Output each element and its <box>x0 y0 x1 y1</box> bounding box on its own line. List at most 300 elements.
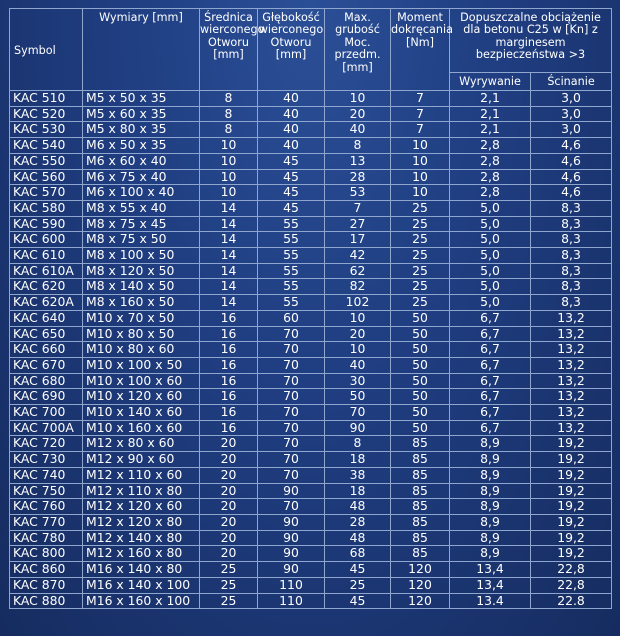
cell-symbol: KAC 780 <box>10 530 83 546</box>
cell-shear: 13,2 <box>531 357 612 373</box>
cell-drill-diameter: 16 <box>200 342 258 358</box>
table-row <box>10 436 612 452</box>
cell-pullout: 2,1 <box>450 106 531 122</box>
cell-hole-depth: 70 <box>258 499 325 515</box>
cell-drill-diameter: 8 <box>200 106 258 122</box>
cell-drill-diameter: 20 <box>200 546 258 562</box>
cell-pullout: 8,9 <box>450 467 531 483</box>
cell-pullout: 5,0 <box>450 232 531 248</box>
cell-shear: 13,2 <box>531 389 612 405</box>
table-row <box>10 106 612 122</box>
cell-symbol: KAC 730 <box>10 452 83 468</box>
cell-pullout: 8,9 <box>450 483 531 499</box>
cell-symbol: KAC 700A <box>10 420 83 436</box>
table-row <box>10 405 612 421</box>
cell-torque: 25 <box>391 248 450 264</box>
cell-pullout: 2,8 <box>450 153 531 169</box>
cell-max-thickness: 50 <box>325 389 391 405</box>
cell-shear: 13,2 <box>531 373 612 389</box>
cell-shear: 3,0 <box>531 91 612 107</box>
cell-max-thickness: 62 <box>325 263 391 279</box>
cell-max-thickness: 28 <box>325 169 391 185</box>
cell-pullout: 5,0 <box>450 248 531 264</box>
table-row <box>10 326 612 342</box>
cell-shear: 8,3 <box>531 248 612 264</box>
cell-symbol: KAC 670 <box>10 357 83 373</box>
cell-torque: 120 <box>391 562 450 578</box>
cell-symbol: KAC 510 <box>10 91 83 107</box>
cell-max-thickness: 40 <box>325 357 391 373</box>
cell-max-thickness: 7 <box>325 200 391 216</box>
cell-max-thickness: 20 <box>325 106 391 122</box>
cell-dimensions: M8 x 120 x 50 <box>83 263 200 279</box>
cell-drill-diameter: 20 <box>200 467 258 483</box>
table-row <box>10 452 612 468</box>
table-row <box>10 342 612 358</box>
cell-symbol: KAC 540 <box>10 138 83 154</box>
cell-shear: 13,2 <box>531 405 612 421</box>
cell-pullout: 6,7 <box>450 405 531 421</box>
cell-dimensions: M5 x 50 x 35 <box>83 91 200 107</box>
cell-torque: 25 <box>391 279 450 295</box>
cell-max-thickness: 28 <box>325 514 391 530</box>
cell-symbol: KAC 870 <box>10 577 83 593</box>
cell-pullout: 5,0 <box>450 263 531 279</box>
table-row <box>10 122 612 138</box>
cell-symbol: KAC 760 <box>10 499 83 515</box>
cell-drill-diameter: 20 <box>200 452 258 468</box>
cell-pullout: 6,7 <box>450 342 531 358</box>
cell-drill-diameter: 10 <box>200 185 258 201</box>
cell-dimensions: M8 x 55 x 40 <box>83 200 200 216</box>
cell-torque: 85 <box>391 483 450 499</box>
cell-torque: 50 <box>391 310 450 326</box>
cell-shear: 13,2 <box>531 326 612 342</box>
cell-hole-depth: 70 <box>258 389 325 405</box>
cell-shear: 22.8 <box>531 593 612 609</box>
table-row <box>10 91 612 107</box>
cell-max-thickness: 53 <box>325 185 391 201</box>
cell-dimensions: M10 x 100 x 60 <box>83 373 200 389</box>
cell-max-thickness: 25 <box>325 577 391 593</box>
cell-shear: 19,2 <box>531 514 612 530</box>
cell-pullout: 8,9 <box>450 530 531 546</box>
cell-torque: 10 <box>391 153 450 169</box>
cell-torque: 85 <box>391 436 450 452</box>
cell-dimensions: M8 x 140 x 50 <box>83 279 200 295</box>
cell-hole-depth: 70 <box>258 467 325 483</box>
cell-symbol: KAC 530 <box>10 122 83 138</box>
table-header <box>10 9 612 91</box>
cell-drill-diameter: 16 <box>200 310 258 326</box>
cell-dimensions: M10 x 80 x 50 <box>83 326 200 342</box>
cell-dimensions: M5 x 60 x 35 <box>83 106 200 122</box>
cell-torque: 10 <box>391 185 450 201</box>
cell-pullout: 13,4 <box>450 562 531 578</box>
cell-drill-diameter: 16 <box>200 420 258 436</box>
cell-shear: 8,3 <box>531 263 612 279</box>
table-row <box>10 200 612 216</box>
cell-torque: 85 <box>391 499 450 515</box>
cell-symbol: KAC 740 <box>10 467 83 483</box>
cell-max-thickness: 17 <box>325 232 391 248</box>
cell-symbol: KAC 600 <box>10 232 83 248</box>
cell-symbol: KAC 700 <box>10 405 83 421</box>
cell-max-thickness: 90 <box>325 420 391 436</box>
table-body <box>10 91 612 609</box>
cell-hole-depth: 55 <box>258 295 325 311</box>
header-symbol: Symbol <box>10 9 83 91</box>
cell-hole-depth: 55 <box>258 263 325 279</box>
table-row <box>10 577 612 593</box>
cell-hole-depth: 60 <box>258 310 325 326</box>
cell-dimensions: M6 x 75 x 40 <box>83 169 200 185</box>
anchor-spec-table <box>9 8 612 609</box>
cell-shear: 8,3 <box>531 295 612 311</box>
cell-hole-depth: 90 <box>258 546 325 562</box>
cell-hole-depth: 90 <box>258 514 325 530</box>
cell-shear: 19,2 <box>531 483 612 499</box>
cell-pullout: 2,1 <box>450 91 531 107</box>
table-row <box>10 389 612 405</box>
cell-hole-depth: 90 <box>258 483 325 499</box>
cell-torque: 85 <box>391 452 450 468</box>
table-row <box>10 373 612 389</box>
cell-torque: 10 <box>391 138 450 154</box>
cell-symbol: KAC 720 <box>10 436 83 452</box>
cell-pullout: 6,7 <box>450 326 531 342</box>
cell-hole-depth: 70 <box>258 420 325 436</box>
cell-drill-diameter: 8 <box>200 91 258 107</box>
cell-symbol: KAC 620A <box>10 295 83 311</box>
cell-torque: 25 <box>391 200 450 216</box>
cell-drill-diameter: 20 <box>200 499 258 515</box>
cell-pullout: 5,0 <box>450 216 531 232</box>
cell-torque: 25 <box>391 295 450 311</box>
cell-pullout: 2,8 <box>450 169 531 185</box>
cell-max-thickness: 13 <box>325 153 391 169</box>
cell-drill-diameter: 20 <box>200 514 258 530</box>
table-row <box>10 153 612 169</box>
cell-dimensions: M12 x 160 x 80 <box>83 546 200 562</box>
header-hole-depth: Głębokość wierconego Otworu [mm] <box>258 9 325 91</box>
cell-torque: 7 <box>391 91 450 107</box>
cell-hole-depth: 110 <box>258 577 325 593</box>
cell-max-thickness: 102 <box>325 295 391 311</box>
table-row <box>10 185 612 201</box>
cell-shear: 19,2 <box>531 467 612 483</box>
table-row <box>10 483 612 499</box>
cell-drill-diameter: 14 <box>200 232 258 248</box>
cell-dimensions: M10 x 70 x 50 <box>83 310 200 326</box>
cell-hole-depth: 70 <box>258 342 325 358</box>
header-torque: Moment dokręcania [Nm] <box>391 9 450 91</box>
table-row <box>10 248 612 264</box>
cell-hole-depth: 70 <box>258 326 325 342</box>
cell-dimensions: M6 x 100 x 40 <box>83 185 200 201</box>
cell-max-thickness: 48 <box>325 499 391 515</box>
cell-dimensions: M12 x 80 x 60 <box>83 436 200 452</box>
cell-shear: 4,6 <box>531 185 612 201</box>
cell-max-thickness: 18 <box>325 483 391 499</box>
cell-drill-diameter: 16 <box>200 405 258 421</box>
cell-shear: 19,2 <box>531 499 612 515</box>
cell-pullout: 6,7 <box>450 389 531 405</box>
cell-hole-depth: 55 <box>258 248 325 264</box>
table-row <box>10 232 612 248</box>
cell-dimensions: M8 x 100 x 50 <box>83 248 200 264</box>
cell-max-thickness: 40 <box>325 122 391 138</box>
table-row <box>10 514 612 530</box>
cell-dimensions: M12 x 90 x 60 <box>83 452 200 468</box>
header-dimensions: Wymiary [mm] <box>83 9 200 91</box>
cell-shear: 19,2 <box>531 546 612 562</box>
cell-torque: 25 <box>391 232 450 248</box>
cell-hole-depth: 55 <box>258 279 325 295</box>
cell-pullout: 5,0 <box>450 295 531 311</box>
cell-shear: 8,3 <box>531 279 612 295</box>
cell-pullout: 6,7 <box>450 357 531 373</box>
cell-hole-depth: 70 <box>258 373 325 389</box>
table-row <box>10 420 612 436</box>
cell-max-thickness: 27 <box>325 216 391 232</box>
header-pullout: Wyrywanie <box>450 73 531 91</box>
cell-max-thickness: 48 <box>325 530 391 546</box>
header-allowed-load: Dopuszczalne obciążenie dla betonu C25 w [Kn] z marginesem bezpieczeństwa >3 <box>450 9 612 73</box>
cell-pullout: 2,1 <box>450 122 531 138</box>
cell-torque: 50 <box>391 405 450 421</box>
table-row <box>10 216 612 232</box>
cell-torque: 7 <box>391 122 450 138</box>
cell-shear: 4,6 <box>531 138 612 154</box>
cell-max-thickness: 82 <box>325 279 391 295</box>
cell-shear: 3,0 <box>531 106 612 122</box>
cell-torque: 85 <box>391 546 450 562</box>
cell-max-thickness: 68 <box>325 546 391 562</box>
cell-pullout: 5,0 <box>450 279 531 295</box>
cell-symbol: KAC 610 <box>10 248 83 264</box>
cell-shear: 19,2 <box>531 436 612 452</box>
cell-dimensions: M10 x 80 x 60 <box>83 342 200 358</box>
cell-max-thickness: 10 <box>325 91 391 107</box>
cell-hole-depth: 70 <box>258 452 325 468</box>
cell-symbol: KAC 570 <box>10 185 83 201</box>
cell-max-thickness: 8 <box>325 138 391 154</box>
cell-pullout: 2,8 <box>450 138 531 154</box>
cell-drill-diameter: 10 <box>200 169 258 185</box>
cell-symbol: KAC 640 <box>10 310 83 326</box>
cell-drill-diameter: 25 <box>200 593 258 609</box>
cell-pullout: 5,0 <box>450 200 531 216</box>
cell-dimensions: M5 x 80 x 35 <box>83 122 200 138</box>
cell-torque: 50 <box>391 389 450 405</box>
cell-shear: 13,2 <box>531 310 612 326</box>
cell-drill-diameter: 14 <box>200 263 258 279</box>
cell-hole-depth: 55 <box>258 232 325 248</box>
cell-dimensions: M12 x 140 x 80 <box>83 530 200 546</box>
cell-dimensions: M16 x 140 x 100 <box>83 577 200 593</box>
cell-symbol: KAC 860 <box>10 562 83 578</box>
cell-shear: 22,8 <box>531 562 612 578</box>
cell-hole-depth: 45 <box>258 153 325 169</box>
cell-dimensions: M12 x 110 x 60 <box>83 467 200 483</box>
cell-symbol: KAC 550 <box>10 153 83 169</box>
cell-symbol: KAC 590 <box>10 216 83 232</box>
cell-max-thickness: 38 <box>325 467 391 483</box>
cell-pullout: 6,7 <box>450 420 531 436</box>
cell-torque: 25 <box>391 263 450 279</box>
cell-hole-depth: 40 <box>258 138 325 154</box>
cell-pullout: 6,7 <box>450 373 531 389</box>
cell-pullout: 13,4 <box>450 577 531 593</box>
cell-symbol: KAC 680 <box>10 373 83 389</box>
cell-drill-diameter: 8 <box>200 122 258 138</box>
cell-symbol: KAC 750 <box>10 483 83 499</box>
cell-dimensions: M6 x 50 x 35 <box>83 138 200 154</box>
cell-hole-depth: 90 <box>258 562 325 578</box>
cell-drill-diameter: 14 <box>200 200 258 216</box>
cell-torque: 50 <box>391 373 450 389</box>
cell-torque: 25 <box>391 216 450 232</box>
table-row <box>10 138 612 154</box>
cell-drill-diameter: 25 <box>200 562 258 578</box>
cell-dimensions: M16 x 140 x 80 <box>83 562 200 578</box>
table-row <box>10 295 612 311</box>
cell-max-thickness: 8 <box>325 436 391 452</box>
cell-pullout: 13.4 <box>450 593 531 609</box>
cell-max-thickness: 20 <box>325 326 391 342</box>
cell-max-thickness: 18 <box>325 452 391 468</box>
cell-dimensions: M8 x 75 x 45 <box>83 216 200 232</box>
cell-hole-depth: 110 <box>258 593 325 609</box>
table-row <box>10 357 612 373</box>
cell-pullout: 6,7 <box>450 310 531 326</box>
cell-symbol: KAC 580 <box>10 200 83 216</box>
cell-pullout: 8,9 <box>450 499 531 515</box>
cell-pullout: 8,9 <box>450 436 531 452</box>
cell-drill-diameter: 20 <box>200 436 258 452</box>
cell-drill-diameter: 10 <box>200 153 258 169</box>
cell-dimensions: M12 x 120 x 60 <box>83 499 200 515</box>
cell-torque: 50 <box>391 326 450 342</box>
cell-shear: 4,6 <box>531 169 612 185</box>
cell-symbol: KAC 690 <box>10 389 83 405</box>
cell-max-thickness: 70 <box>325 405 391 421</box>
cell-shear: 13,2 <box>531 342 612 358</box>
cell-symbol: KAC 880 <box>10 593 83 609</box>
cell-hole-depth: 70 <box>258 357 325 373</box>
cell-hole-depth: 90 <box>258 530 325 546</box>
table-row <box>10 546 612 562</box>
cell-drill-diameter: 20 <box>200 483 258 499</box>
cell-torque: 85 <box>391 467 450 483</box>
cell-drill-diameter: 14 <box>200 248 258 264</box>
cell-max-thickness: 42 <box>325 248 391 264</box>
cell-pullout: 8,9 <box>450 514 531 530</box>
cell-symbol: KAC 800 <box>10 546 83 562</box>
cell-max-thickness: 30 <box>325 373 391 389</box>
table-row <box>10 169 612 185</box>
cell-hole-depth: 40 <box>258 91 325 107</box>
cell-drill-diameter: 16 <box>200 373 258 389</box>
cell-drill-diameter: 10 <box>200 138 258 154</box>
cell-dimensions: M10 x 140 x 60 <box>83 405 200 421</box>
table-row <box>10 530 612 546</box>
cell-dimensions: M10 x 100 x 50 <box>83 357 200 373</box>
cell-torque: 120 <box>391 593 450 609</box>
cell-max-thickness: 10 <box>325 342 391 358</box>
cell-torque: 50 <box>391 342 450 358</box>
cell-drill-diameter: 16 <box>200 389 258 405</box>
cell-dimensions: M12 x 110 x 80 <box>83 483 200 499</box>
cell-shear: 8,3 <box>531 200 612 216</box>
cell-dimensions: M10 x 160 x 60 <box>83 420 200 436</box>
cell-dimensions: M8 x 75 x 50 <box>83 232 200 248</box>
table-row <box>10 263 612 279</box>
cell-shear: 22,8 <box>531 577 612 593</box>
cell-torque: 85 <box>391 514 450 530</box>
cell-dimensions: M8 x 160 x 50 <box>83 295 200 311</box>
cell-max-thickness: 45 <box>325 562 391 578</box>
cell-hole-depth: 45 <box>258 169 325 185</box>
cell-max-thickness: 10 <box>325 310 391 326</box>
cell-hole-depth: 45 <box>258 185 325 201</box>
table-row <box>10 499 612 515</box>
cell-pullout: 2,8 <box>450 185 531 201</box>
table-row <box>10 593 612 609</box>
table-row <box>10 310 612 326</box>
cell-hole-depth: 70 <box>258 405 325 421</box>
cell-shear: 13,2 <box>531 420 612 436</box>
cell-drill-diameter: 25 <box>200 577 258 593</box>
cell-shear: 8,3 <box>531 232 612 248</box>
cell-torque: 120 <box>391 577 450 593</box>
cell-pullout: 8,9 <box>450 452 531 468</box>
cell-dimensions: M16 x 160 x 100 <box>83 593 200 609</box>
cell-shear: 19,2 <box>531 530 612 546</box>
cell-drill-diameter: 16 <box>200 357 258 373</box>
cell-hole-depth: 55 <box>258 216 325 232</box>
table-row <box>10 279 612 295</box>
cell-drill-diameter: 14 <box>200 216 258 232</box>
cell-symbol: KAC 560 <box>10 169 83 185</box>
cell-symbol: KAC 650 <box>10 326 83 342</box>
cell-hole-depth: 40 <box>258 122 325 138</box>
header-shear: Ścinanie <box>531 73 612 91</box>
cell-shear: 8,3 <box>531 216 612 232</box>
cell-dimensions: M10 x 120 x 60 <box>83 389 200 405</box>
cell-pullout: 8,9 <box>450 546 531 562</box>
cell-torque: 85 <box>391 530 450 546</box>
cell-torque: 7 <box>391 106 450 122</box>
cell-symbol: KAC 520 <box>10 106 83 122</box>
cell-dimensions: M12 x 120 x 80 <box>83 514 200 530</box>
cell-shear: 4,6 <box>531 153 612 169</box>
cell-drill-diameter: 14 <box>200 295 258 311</box>
cell-drill-diameter: 16 <box>200 326 258 342</box>
cell-torque: 50 <box>391 420 450 436</box>
cell-drill-diameter: 20 <box>200 530 258 546</box>
cell-shear: 3,0 <box>531 122 612 138</box>
cell-hole-depth: 45 <box>258 200 325 216</box>
cell-hole-depth: 70 <box>258 436 325 452</box>
table-row <box>10 562 612 578</box>
header-drill-diameter: Średnica wierconego Otworu [mm] <box>200 9 258 91</box>
cell-symbol: KAC 660 <box>10 342 83 358</box>
table-row <box>10 467 612 483</box>
cell-symbol: KAC 620 <box>10 279 83 295</box>
cell-hole-depth: 40 <box>258 106 325 122</box>
